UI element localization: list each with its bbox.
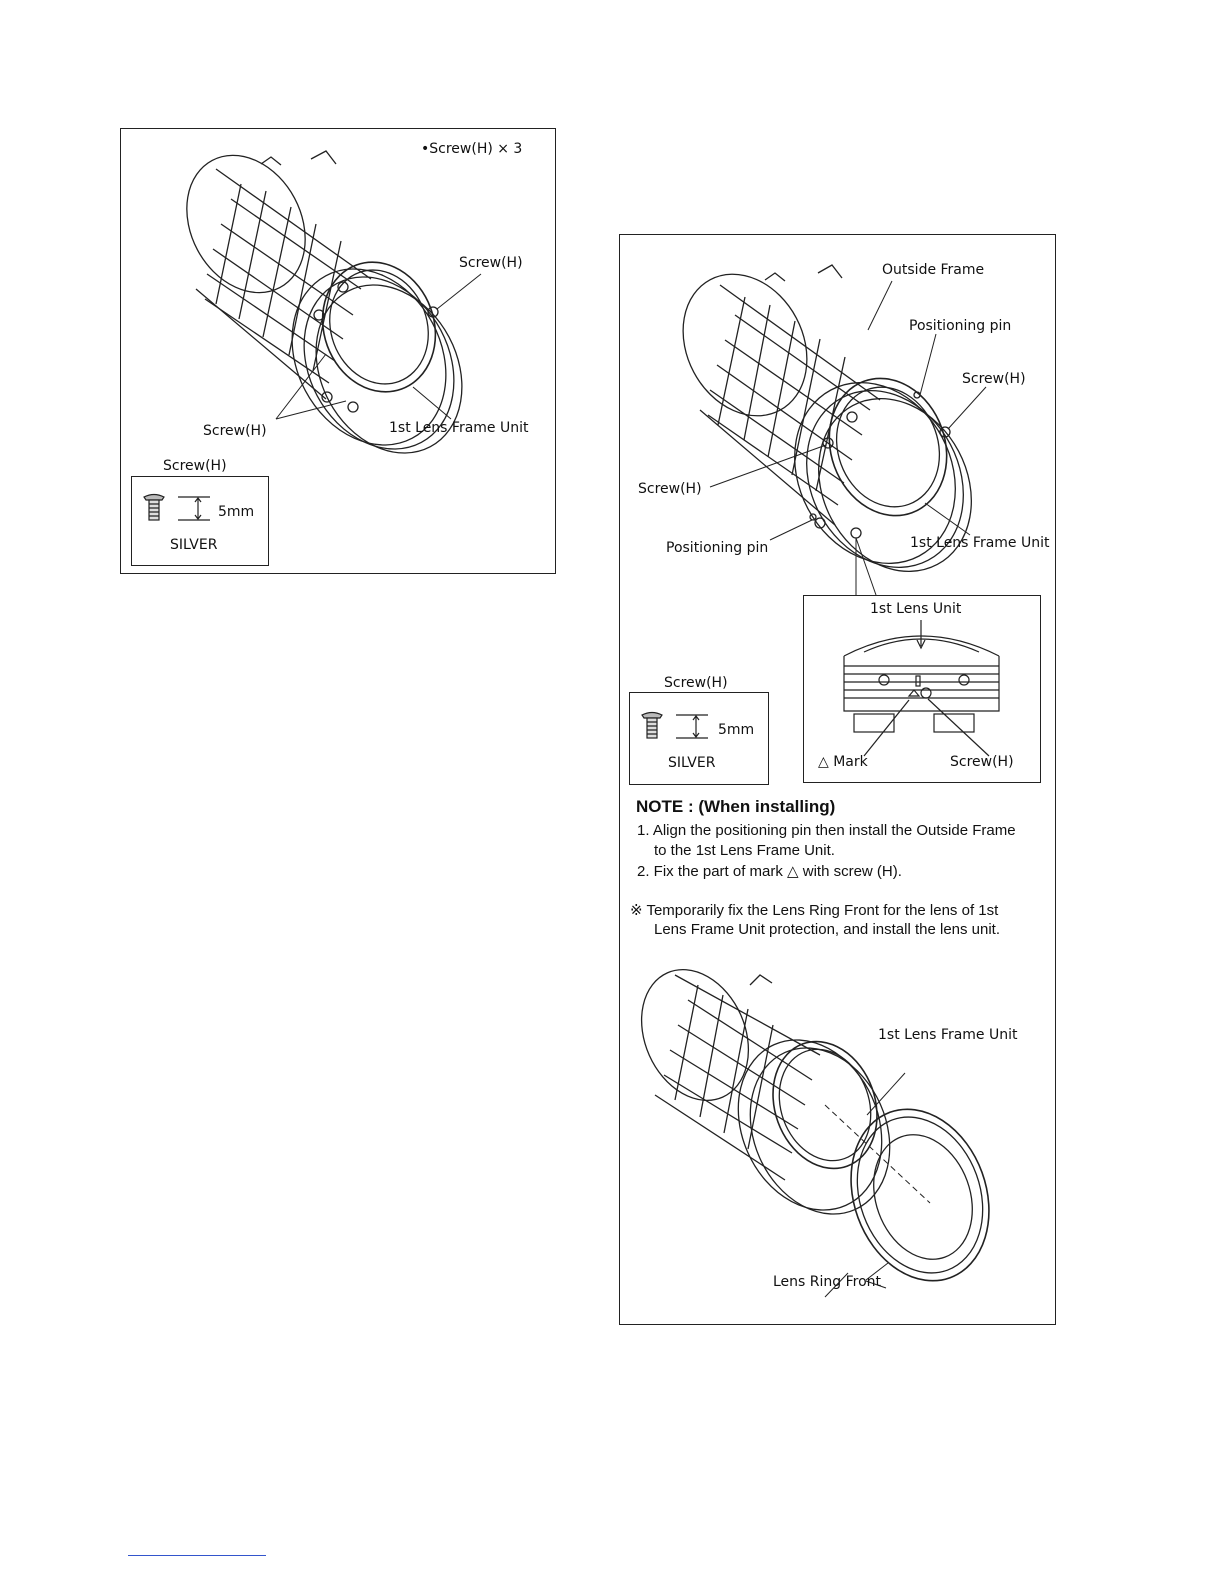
inset-mark-label: △ Mark: [818, 754, 868, 770]
screw-size: 5mm: [218, 504, 255, 520]
screw-color: SILVER: [668, 755, 716, 771]
lens-unit-inset: [803, 595, 1041, 783]
note-title: NOTE : (When installing): [636, 797, 836, 816]
screw-spec-box: [629, 692, 769, 785]
screw-count-label: •Screw(H) × 3: [421, 141, 523, 157]
panel-installation-diagram: [619, 234, 1056, 1325]
note-line-3b: Lens Frame Unit protection, and install the lens unit.: [654, 921, 1001, 938]
screw-label-right: Screw(H): [459, 255, 523, 271]
outside-frame-illustration: [620, 235, 1055, 565]
screw-label-left: Screw(H): [638, 481, 702, 497]
inset-title: 1st Lens Unit: [870, 601, 962, 617]
lens-frame-label: 1st Lens Frame Unit: [910, 535, 1050, 551]
footer-link-underline: [128, 1555, 266, 1556]
screw-label-right: Screw(H): [962, 371, 1026, 387]
note-line-1: 1. Align the positioning pin then install the Outside Frame: [637, 822, 1016, 839]
note-line-1b: to the 1st Lens Frame Unit.: [654, 842, 835, 859]
lens-frame-label: 1st Lens Frame Unit: [389, 420, 529, 436]
screw-label-left: Screw(H): [203, 423, 267, 439]
screw-spec-title: Screw(H): [163, 458, 227, 474]
inset-screw-label: Screw(H): [950, 754, 1014, 770]
screw-size: 5mm: [718, 722, 755, 738]
positioning-pin-top-label: Positioning pin: [909, 318, 1012, 334]
positioning-pin-bottom-label: Positioning pin: [666, 540, 769, 556]
screw-color: SILVER: [170, 537, 218, 553]
panel-removal-diagram: [120, 128, 556, 574]
lens-frame-bottom-label: 1st Lens Frame Unit: [878, 1027, 1018, 1043]
lens-ring-front-illustration: [620, 945, 1055, 1315]
screw-spec-title: Screw(H): [664, 675, 728, 691]
outside-frame-label: Outside Frame: [882, 262, 985, 278]
note-line-2: 2. Fix the part of mark △ with screw (H).: [637, 863, 902, 880]
lens-ring-front-label: Lens Ring Front: [773, 1274, 882, 1290]
note-line-3: ※ Temporarily fix the Lens Ring Front for the lens of 1st: [630, 902, 999, 919]
screw-spec-box: [131, 476, 269, 566]
